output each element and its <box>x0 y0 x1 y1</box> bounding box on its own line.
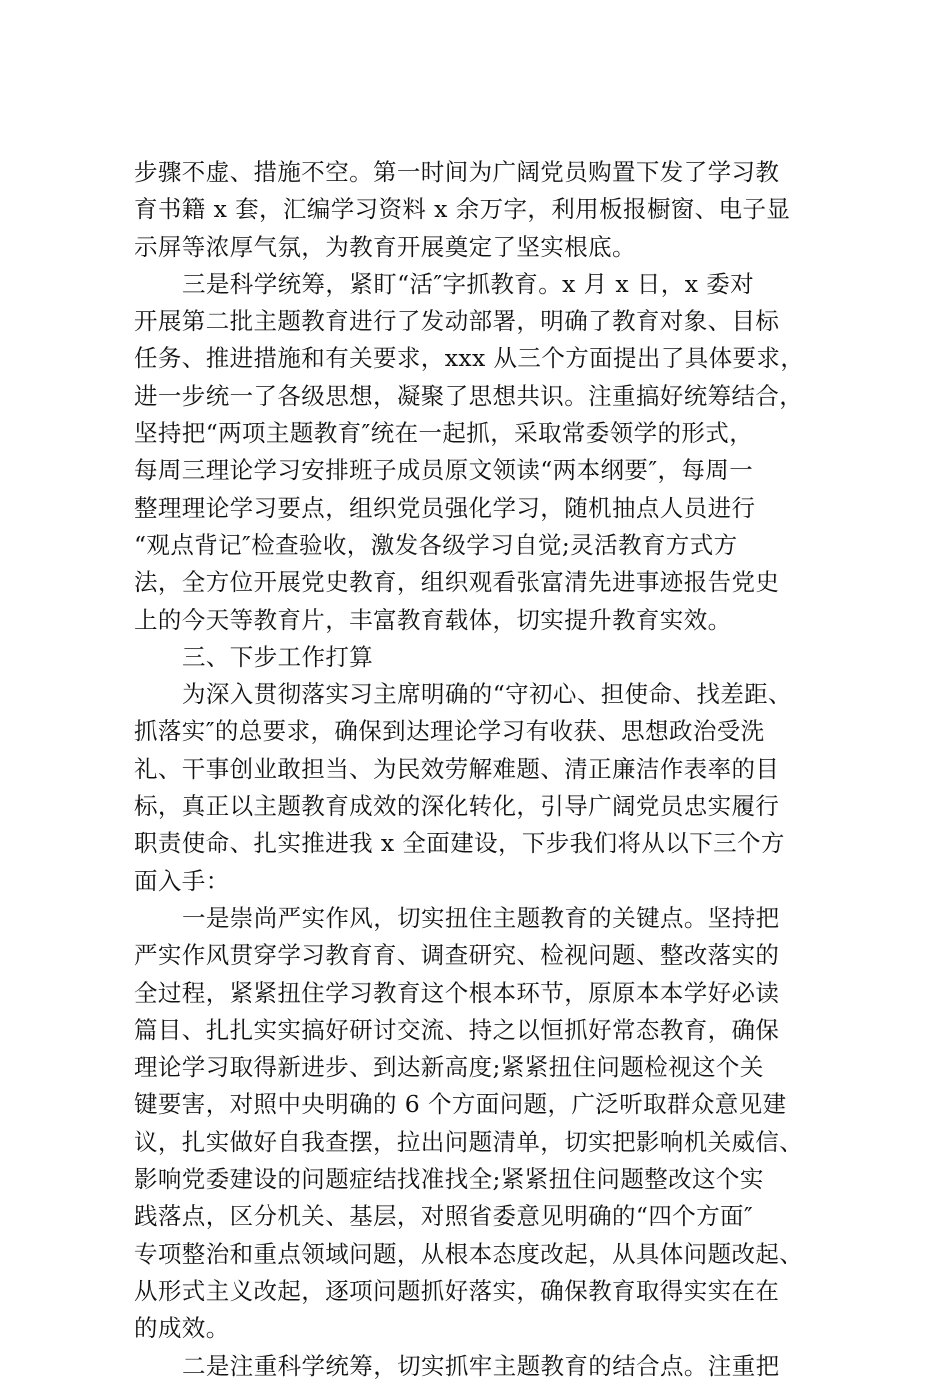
text-line: 法，全方位开展党史教育，组织观看张富清先进事迹报告党史 <box>134 568 780 597</box>
text-line: 三是科学统筹，紧盯“活″字抓教育。x 月 x 日，x 委对 <box>182 269 755 298</box>
text-line: 议，扎实做好自我查摆，拉出问题清单，切实把影响机关威信、 <box>134 1127 804 1156</box>
text-line: 示屏等浓厚气氛，为教育开展奠定了坚实根底。 <box>134 232 636 261</box>
text-line: 礼、干事创业敢担当、为民效劳解难题、清正廉洁作表率的目 <box>134 754 780 783</box>
text-line: 一是崇尚严实作风，切实扭住主题教育的关键点。坚持把 <box>182 903 780 932</box>
document-body <box>134 154 834 1385</box>
text-line: 抓落实″的总要求，确保到达理论学习有收获、思想政治受洗 <box>134 717 765 746</box>
text-line: 严实作风贯穿学习教育育、调查研究、检视问题、整改落实的 <box>134 941 780 970</box>
text-line: 影响党委建设的问题症结找准找全;紧紧扭住问题整改这个实 <box>134 1165 764 1194</box>
text-line: 整理理论学习要点，组织党员强化学习，随机抽点人员进行 <box>134 493 756 522</box>
text-line: 从形式主义改起，逐项问题抓好落实，确保教育取得实实在在 <box>134 1276 780 1305</box>
text-line: 坚持把“两项主题教育″统在一起抓，采取常委领学的形式， <box>134 419 754 448</box>
text-line: 的成效。 <box>134 1314 230 1343</box>
text-line: 育书籍 x 套，汇编学习资料 x 余万字，利用板报橱窗、电子显 <box>134 195 791 224</box>
text-line: 标，真正以主题教育成效的深化转化，引导广阔党员忠实履行 <box>134 792 780 821</box>
text-line: 为深入贯彻落实习主席明确的“守初心、担使命、找差距、 <box>182 680 792 709</box>
text-line: 专项整治和重点领域问题，从根本态度改起，从具体问题改起、 <box>134 1239 804 1268</box>
text-line: 职责使命、扎实推进我 x 全面建设，下步我们将从以下三个方 <box>134 829 785 858</box>
text-line: 任务、推进措施和有关要求，xxx 从三个方面提出了具体要求， <box>134 344 805 373</box>
text-line: 进一步统一了各级思想，凝聚了思想共识。注重搞好统筹结合， <box>134 381 804 410</box>
text-line: 全过程，紧紧扭住学习教育这个根本环节，原原本本学好必读 <box>134 978 780 1007</box>
text-line: 篇目、扎扎实实搞好研讨交流、持之以恒抓好常态教育，确保 <box>134 1015 780 1044</box>
text-line: 践落点，区分机关、基层，对照省委意见明确的“四个方面″ <box>134 1202 754 1231</box>
text-line: 开展第二批主题教育进行了发动部署，明确了教育对象、目标 <box>134 307 780 336</box>
text-line: “观点背记″检查验收，激发各级学习自觉;灵活教育方式方 <box>134 530 738 559</box>
text-line: 理论学习取得新进步、到达新高度;紧紧扭住问题检视这个关 <box>134 1053 764 1082</box>
text-line: 每周三理论学习安排班子成员原文领读“两本纲要″，每周一 <box>134 456 754 485</box>
text-line: 三、下步工作打算 <box>182 642 374 671</box>
text-line: 上的今天等教育片，丰富教育载体，切实提升教育实效。 <box>134 605 732 634</box>
text-line: 步骤不虚、措施不空。第一时间为广阔党员购置下发了学习教 <box>134 158 780 186</box>
text-line: 面入手： <box>134 866 230 895</box>
text-line: 键要害，对照中央明确的 6 个方面问题，广泛听取群众意见建 <box>134 1090 787 1119</box>
text-line: 二是注重科学统筹，切实抓牢主题教育的结合点。注重把 <box>182 1351 780 1380</box>
